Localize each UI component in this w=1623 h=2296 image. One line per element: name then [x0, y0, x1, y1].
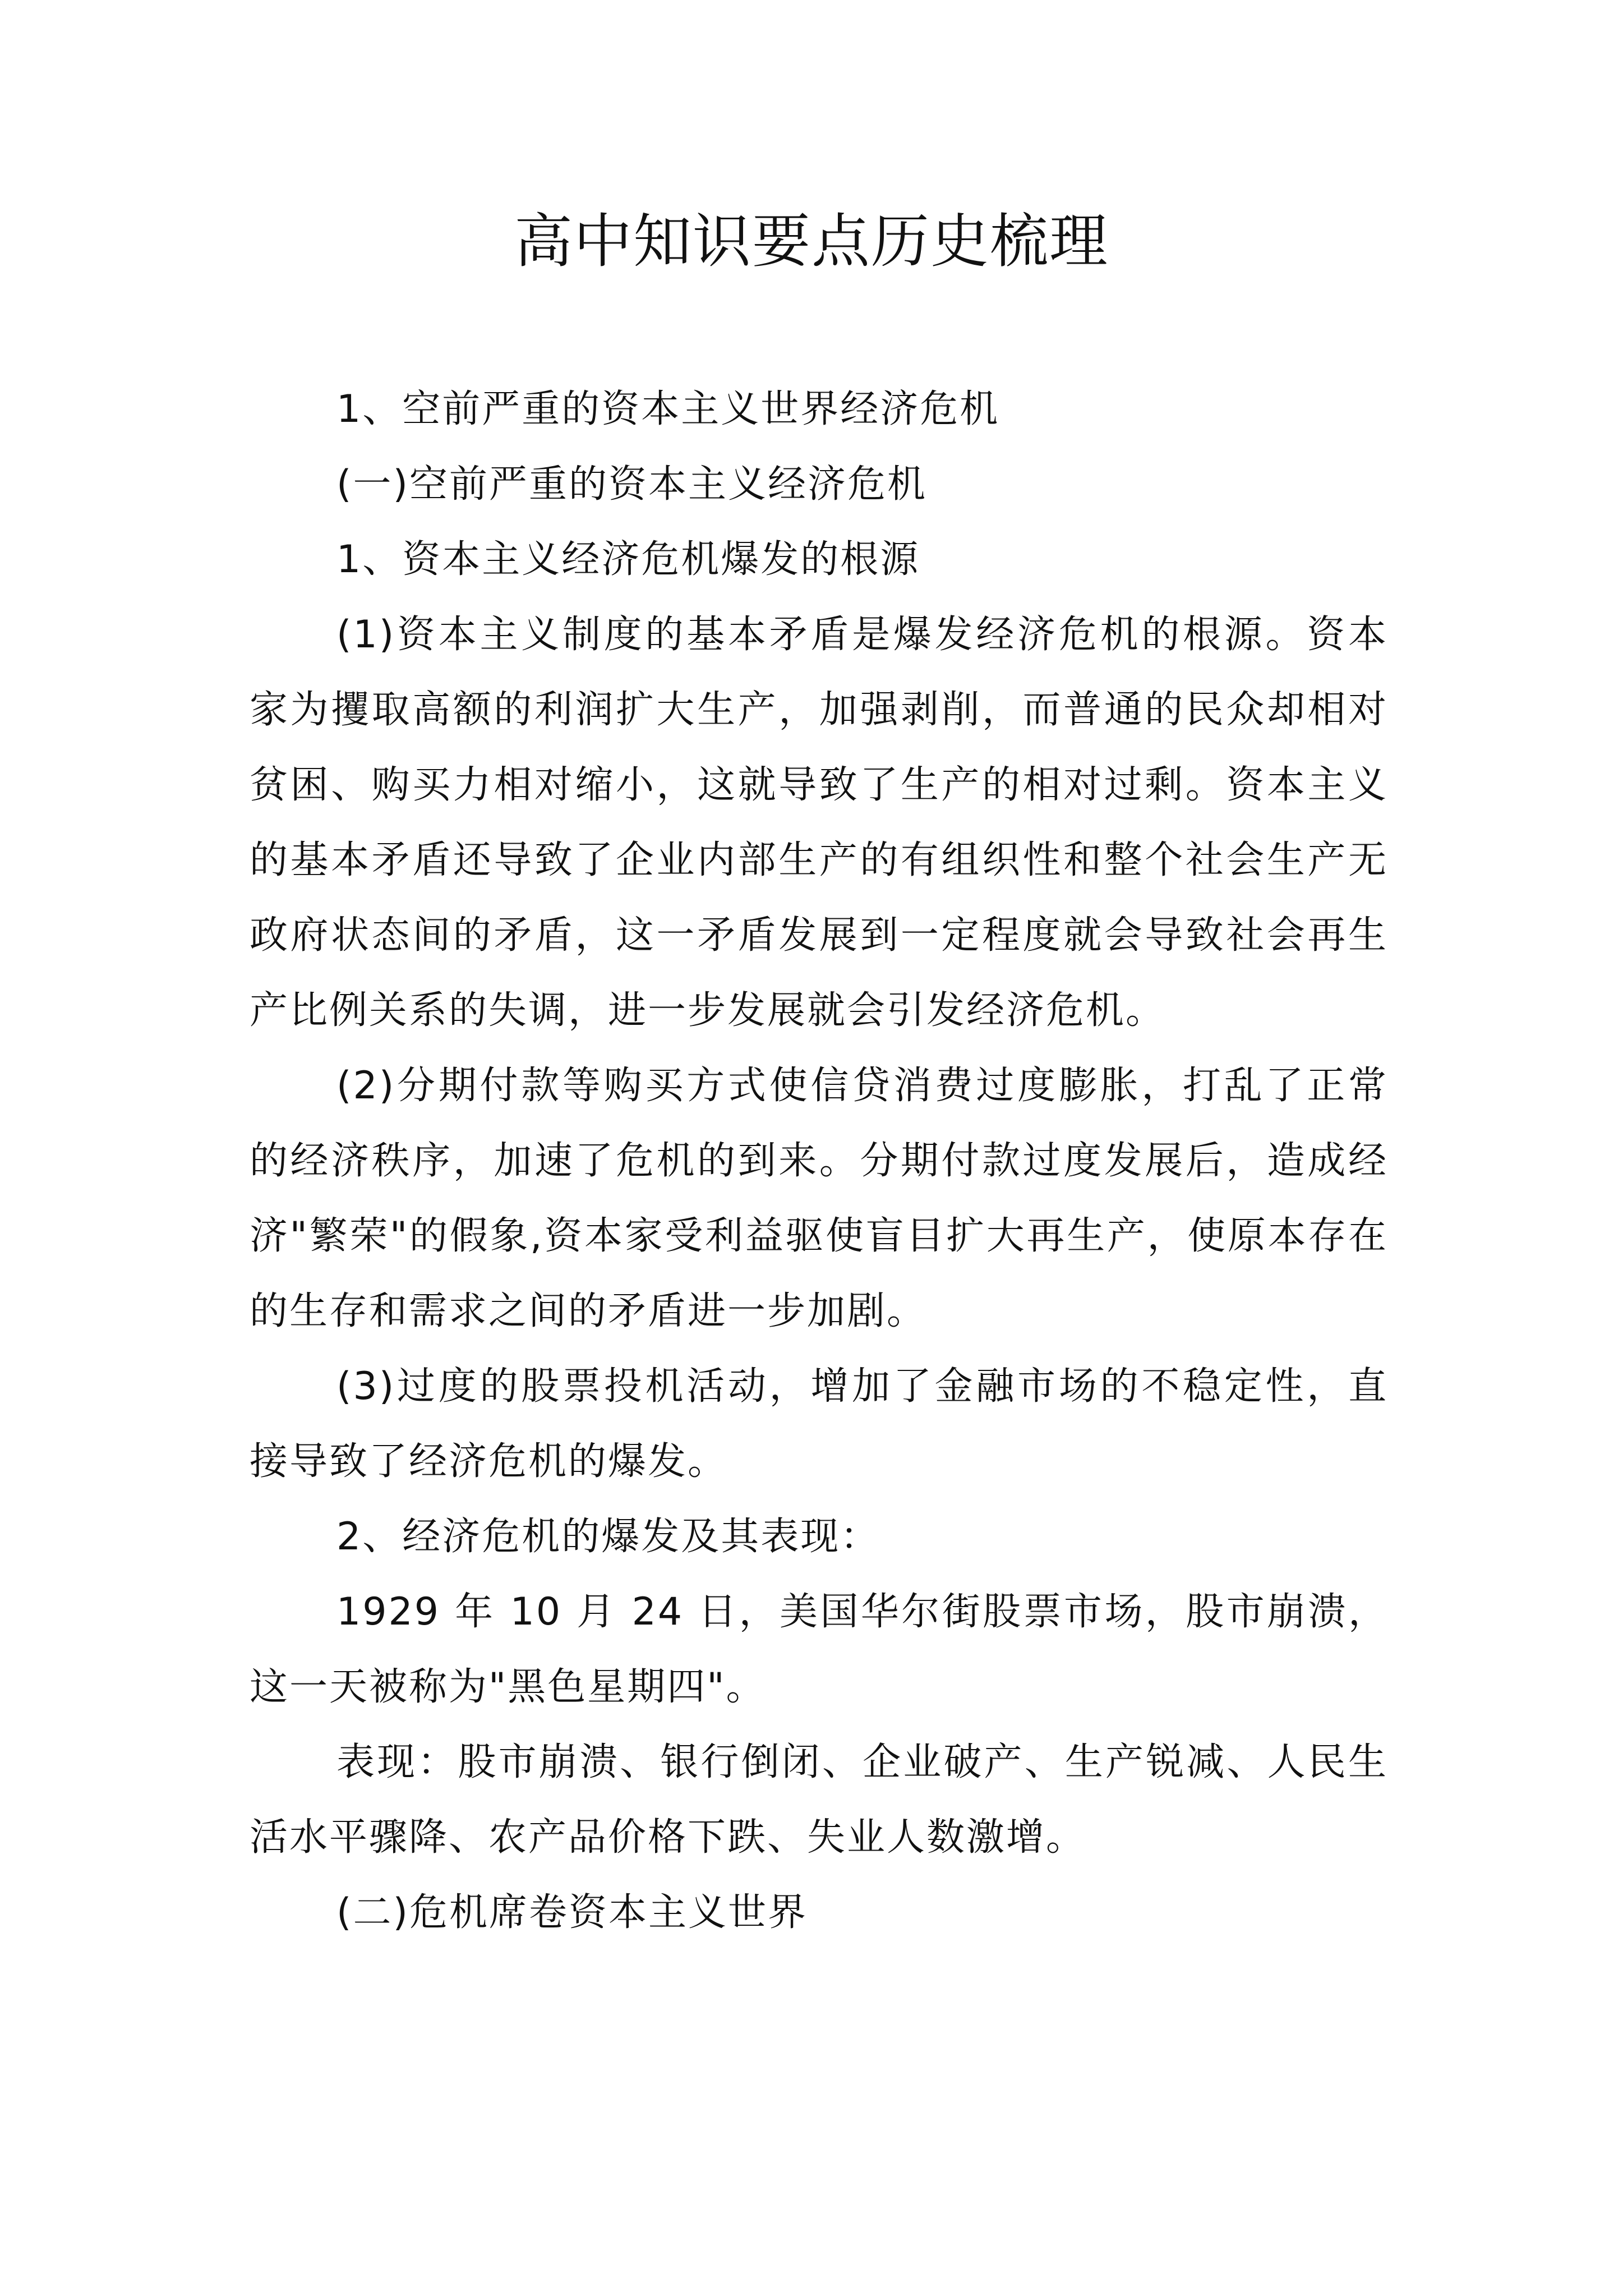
paragraph-date: 1929 年 10 月 24 日，美国华尔街股票市场，股市崩溃，这一天被称为"黑色星期四"。: [250, 1590, 1388, 1709]
section-heading-1: 1、空前严重的资本主义世界经济危机: [336, 387, 1000, 431]
subsection-heading-2: (二)危机席卷资本主义世界: [336, 1890, 808, 1935]
paragraph-manifestations: 表现：股市崩溃、银行倒闭、企业破产、生产锐减、人民生活水平骤降、农产品价格下跌、失业人数激增。: [250, 1740, 1388, 1860]
document-body: [250, 372, 1388, 1950]
paragraph-cause-2: (2)分期付款等购买方式使信贷消费过度膨胀，打乱了正常的经济秩序，加速了危机的到来。分期付款过度发展后，造成经济"繁荣"的假象,资本家受利益驱使盲目扩大再生产，使原本存在的生存和需求之间的矛盾进一步加剧。: [250, 1064, 1388, 1333]
page-title: 高中知识要点历史梳理: [514, 207, 1109, 275]
topic-heading-roots: 1、资本主义经济危机爆发的根源: [336, 537, 920, 582]
subsection-heading-1: (一)空前严重的资本主义经济危机: [336, 462, 928, 507]
paragraph-cause-1: (1)资本主义制度的基本矛盾是爆发经济危机的根源。资本家为攫取高额的利润扩大生产，加强剥削，而普通的民众却相对贫困、购买力相对缩小，这就导致了生产的相对过剩。资本主义的基本矛盾还导致了企业内部生产的有组织性和整个社会生产无政府状态间的矛盾，这一矛盾发展到一定程度就会导致社会再生产比例关系的失调，进一步发展就会引发经济危机。: [250, 613, 1388, 1033]
paragraph-cause-3: (3)过度的股票投机活动，增加了金融市场的不稳定性，直接导致了经济危机的爆发。: [250, 1364, 1388, 1484]
topic-heading-outbreak: 2、经济危机的爆发及其表现：: [336, 1515, 880, 1559]
